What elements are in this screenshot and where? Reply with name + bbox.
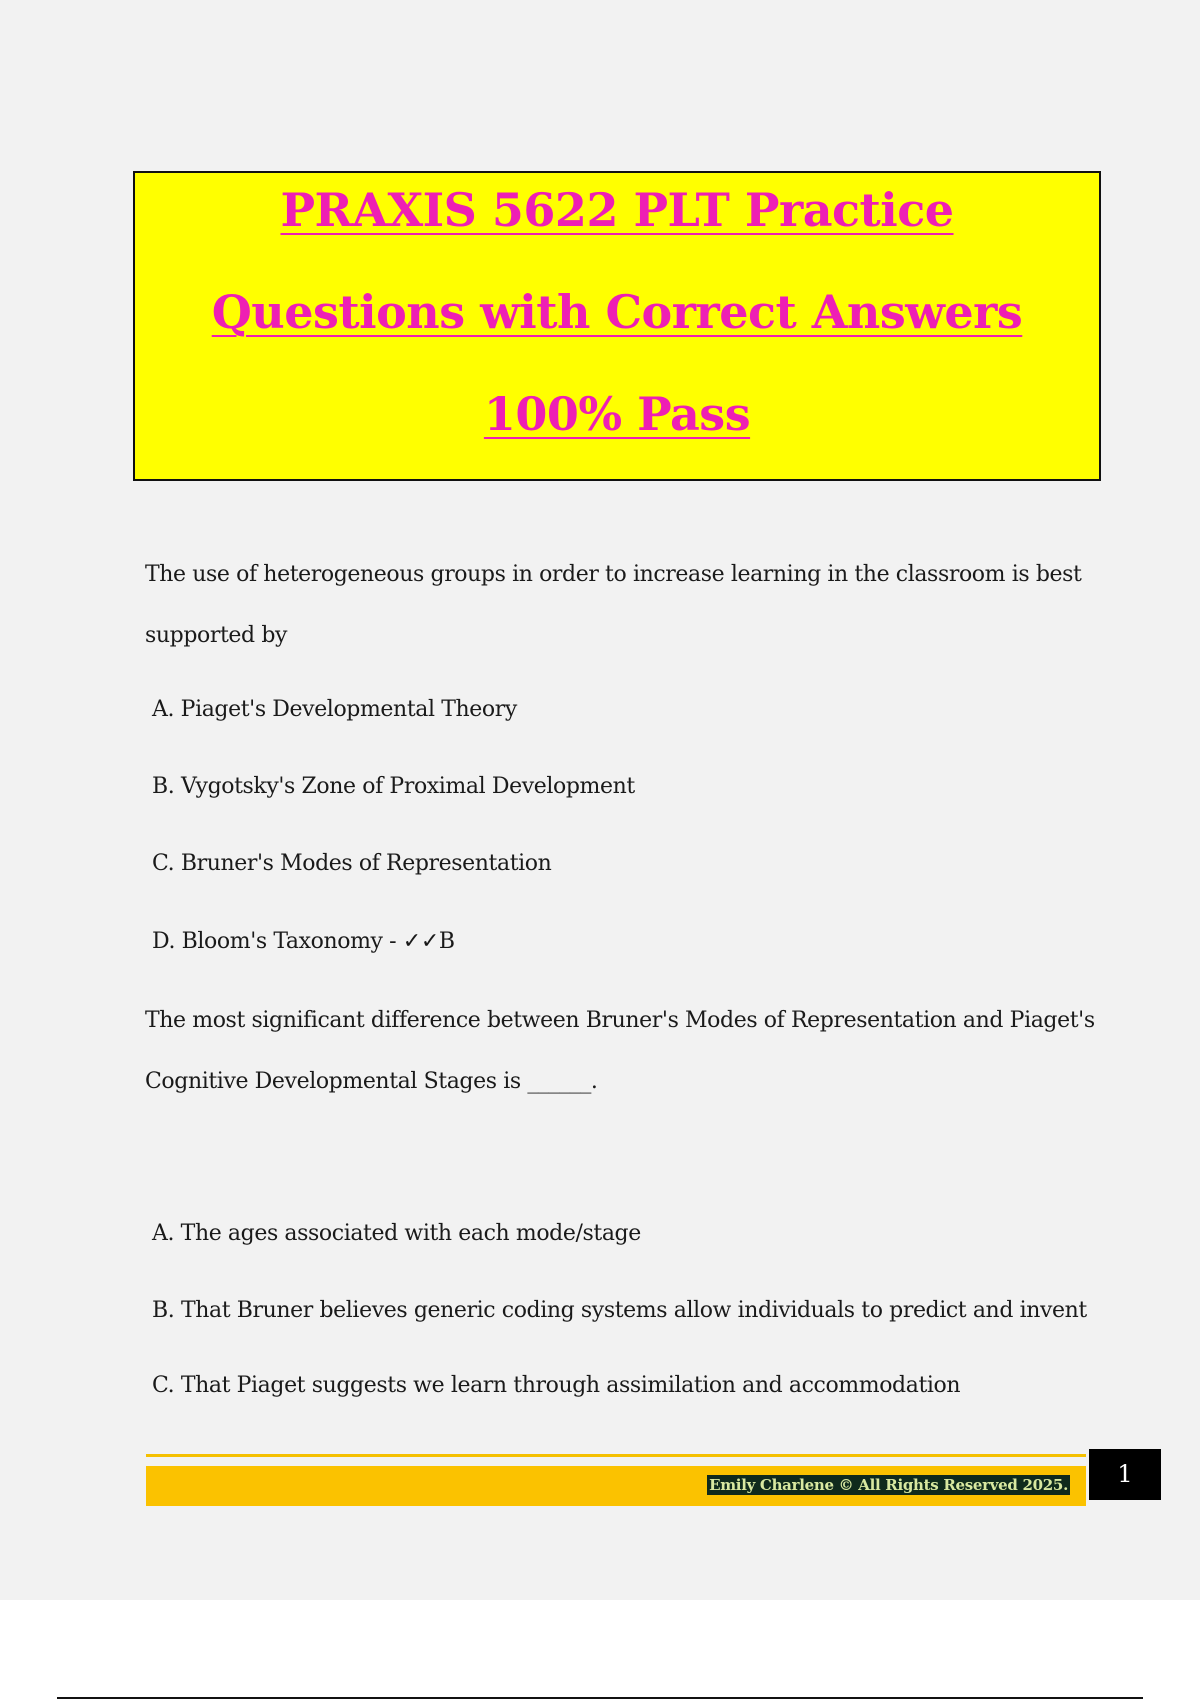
question-1-stem-line-1: The use of heterogeneous groups in order to increase learning in the classroom is best [145, 562, 1082, 587]
title-box [133, 171, 1101, 481]
question-1-option-c: C. Bruner's Modes of Representation [152, 851, 552, 876]
question-2-stem-line-1: The most significant difference between Bruner's Modes of Representation and Piaget's [145, 1008, 1095, 1033]
bottom-rule [57, 1697, 1143, 1699]
title-line-2: Questions with Correct Answers [211, 285, 1023, 339]
question-1-option-a: A. Piaget's Developmental Theory [152, 697, 517, 722]
page-number: 1 [1089, 1449, 1161, 1500]
footer-copyright: Emily Charlene © All Rights Reserved 2025. [709, 1476, 1068, 1494]
title-line-1: PRAXIS 5622 PLT Practice [280, 183, 954, 237]
question-2-option-b: B. That Bruner believes generic coding systems allow individuals to predict and invent [152, 1298, 1087, 1323]
question-2-option-c: C. That Piaget suggests we learn through assimilation and accommodation [152, 1373, 961, 1398]
question-2-stem-line-2: Cognitive Developmental Stages is ______. [145, 1069, 598, 1094]
question-2-option-a: A. The ages associated with each mode/stage [152, 1221, 641, 1246]
question-1-option-b: B. Vygotsky's Zone of Proximal Development [152, 774, 635, 799]
footer-divider [146, 1454, 1086, 1457]
footer-bar [146, 1466, 1086, 1506]
question-1-option-d-answer: D. Bloom's Taxonomy - ✓✓B [152, 929, 455, 954]
title-line-3: 100% Pass [483, 387, 751, 441]
question-1-stem-line-2: supported by [145, 623, 288, 648]
